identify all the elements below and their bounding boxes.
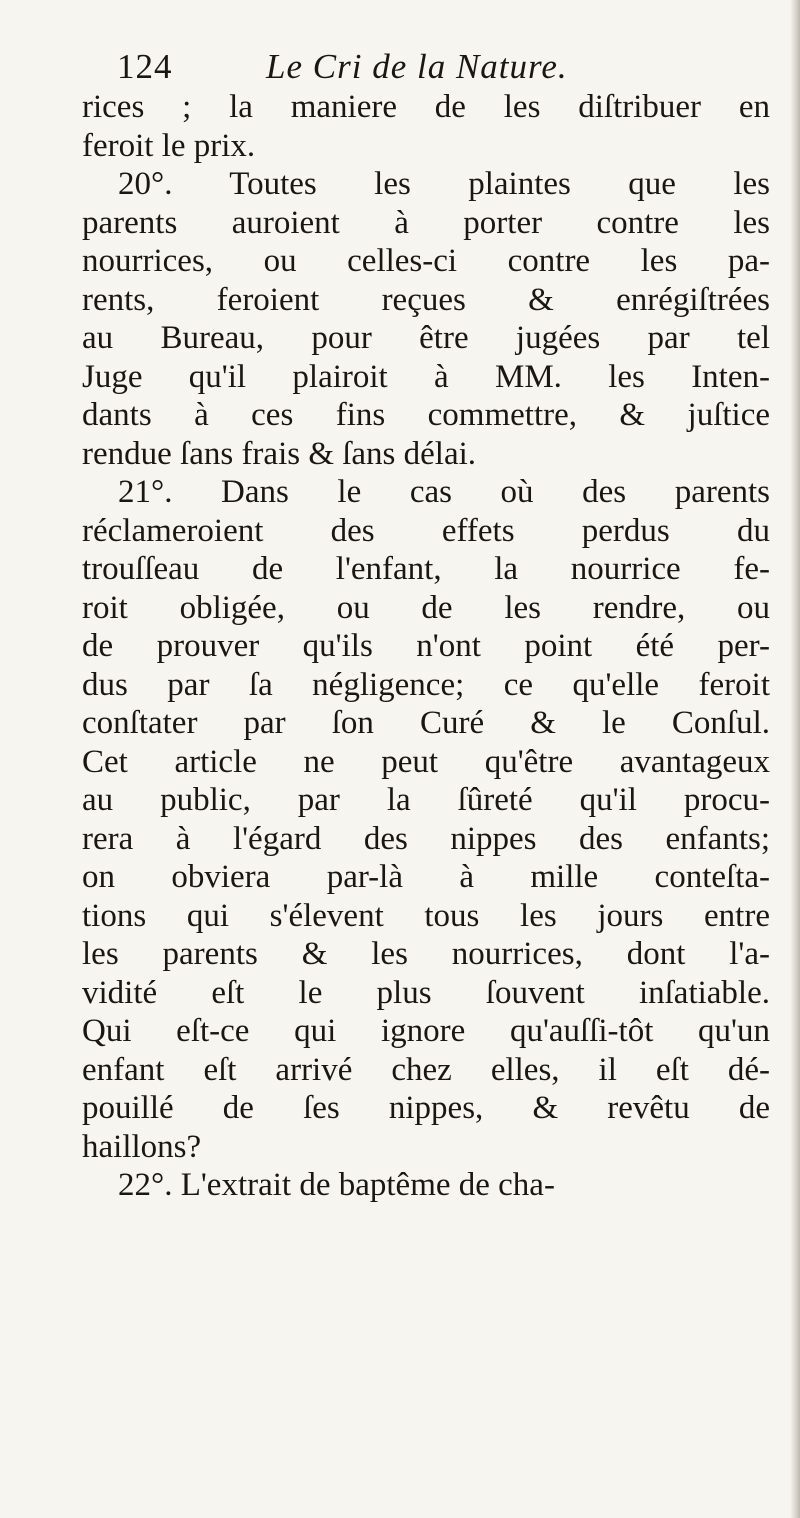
text-line: feroit le prix. — [82, 127, 256, 164]
body-text — [82, 88, 770, 1205]
page-edge-shadow — [790, 0, 800, 1518]
text-line: rices ; la maniere de les diſtribuer en — [82, 89, 770, 125]
text-line: au Bureau, pour être jugées par tel — [82, 320, 770, 356]
text-line: rera à l'égard des nippes des enfants; — [82, 820, 770, 857]
page-number: 124 — [117, 47, 173, 86]
text-line: Juge qu'il plairoit à MM. les Inten- — [82, 358, 770, 395]
page-header — [0, 42, 800, 92]
text-line: tions qui s'élevent tous les jours entre — [82, 897, 770, 934]
text-line: Cet article ne peut qu'être avantageux — [82, 743, 770, 780]
text-line: parents auroient à porter contre les — [82, 204, 770, 241]
text-line: pouillé de ſes nippes, & revêtu de — [82, 1090, 770, 1126]
text-line: 21°. Dans le cas où des parents — [118, 474, 770, 510]
text-line: au public, par la ſûreté qu'il procu- — [82, 782, 770, 818]
text-line: vidité eſt le plus ſouvent inſatiable. — [82, 974, 770, 1011]
text-line: haillons? — [82, 1128, 202, 1165]
text-line: 20°. Toutes les plaintes que les — [118, 166, 770, 202]
text-line: rents, feroient reçues & enrégiſtrées — [82, 281, 770, 318]
text-line: on obviera par-là à mille conteſta- — [82, 859, 770, 895]
text-line: conſtater par ſon Curé & le Conſul. — [82, 705, 770, 741]
text-line: rendue ſans frais & ſans délai. — [82, 435, 477, 472]
text-line: 22°. L'extrait de baptême de cha- — [118, 1167, 555, 1203]
text-line: réclameroient des effets perdus du — [82, 512, 770, 549]
text-line: dants à ces fins commettre, & juſtice — [82, 397, 770, 433]
text-line: roit obligée, ou de les rendre, ou — [82, 589, 770, 626]
text-line: de prouver qu'ils n'ont point été per- — [82, 628, 770, 664]
text-line: enfant eſt arrivé chez elles, il eſt dé- — [82, 1051, 770, 1088]
text-line: nourrices, ou celles-ci contre les pa- — [82, 243, 770, 279]
text-line: les parents & les nourrices, dont l'a- — [82, 936, 770, 972]
text-line: Qui eſt-ce qui ignore qu'auſſi-tôt qu'un — [82, 1013, 770, 1049]
running-title: Le Cri de la Nature. — [266, 47, 568, 86]
text-line: trouſſeau de l'enfant, la nourrice fe- — [82, 551, 770, 587]
text-line: dus par ſa négligence; ce qu'elle feroit — [82, 666, 770, 703]
